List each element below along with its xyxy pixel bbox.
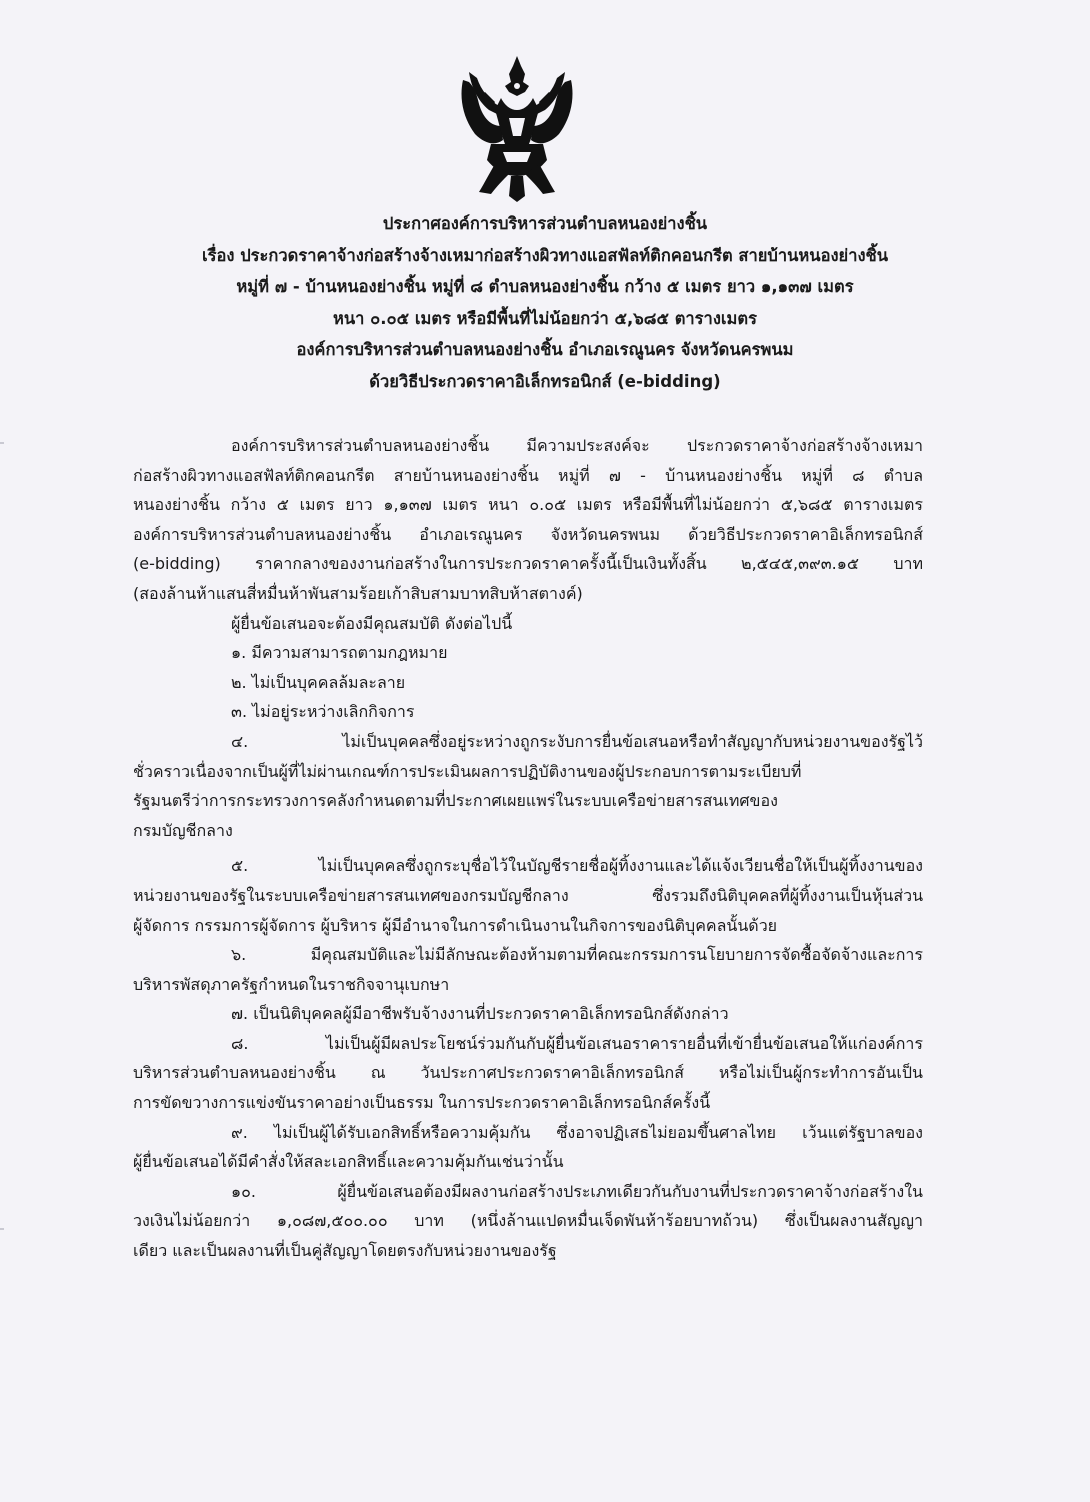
paragraph-line: องค์การบริหารส่วนตำบลหนองย่างชิ้น อำเภอเรณูนคร จังหวัดนครพนม ด้วยวิธีประกวดราคาอิเล็กทรอนิกส์ bbox=[133, 524, 923, 544]
qualification-item: ๑๐. ผู้ยื่นข้อเสนอต้องมีผลงานก่อสร้างประเภทเดียวกันกับงานที่ประกวดราคาจ้างก่อสร้างใน bbox=[231, 1181, 923, 1201]
qualification-item-cont: วงเงินไม่น้อยกว่า ๑,๐๘๗,๕๐๐.๐๐ บาท (หนึ่งล้านแปดหมื่นเจ็ดพันห้าร้อยบาทถ้วน) ซึ่งเป็นผลงานสัญญา bbox=[133, 1211, 923, 1231]
heading-line: องค์การบริหารส่วนตำบลหนองย่างชิ้น อำเภอเรณูนคร จังหวัดนครพนม bbox=[296, 340, 794, 359]
qualification-item-cont: รัฐมนตรีว่าการกระทรวงการคลังกำหนดตามที่ประกาศเผยแพร่ในระบบเครือข่ายสารสนเทศของ bbox=[133, 791, 778, 811]
qualification-item: ๒. ไม่เป็นบุคคลล้มละลาย bbox=[231, 672, 406, 692]
heading-line: ด้วยวิธีประกวดราคาอิเล็กทรอนิกส์ (e-bidding) bbox=[369, 371, 721, 391]
scan-margin-mark bbox=[0, 1228, 4, 1230]
qualification-item: ๙. ไม่เป็นผู้ได้รับเอกสิทธิ์หรือความคุ้มกัน ซึ่งอาจปฏิเสธไม่ยอมขึ้นศาลไทย เว้นแต่รัฐบาลของ bbox=[231, 1122, 923, 1142]
qualification-item-cont: บริหารส่วนตำบลหนองย่างชิ้น ณ วันประกาศประกวดราคาอิเล็กทรอนิกส์ หรือไม่เป็นผู้กระทำการอันเป็น bbox=[133, 1063, 923, 1083]
qualification-item-cont: การขัดขวางการแข่งขันราคาอย่างเป็นธรรม ในการประกวดราคาอิเล็กทรอนิกส์ครั้งนี้ bbox=[133, 1093, 711, 1113]
paragraph-line: ก่อสร้างผิวทางแอสฟัลท์ติกคอนกรีต สายบ้านหนองย่างชิ้น หมู่ที่ ๗ - บ้านหนองย่างชิ้น หมู่ที่ ๘ ตำบล bbox=[133, 465, 923, 485]
qualification-item: ๑. มีความสามารถตามกฎหมาย bbox=[231, 643, 448, 663]
paragraph-line: (สองล้านห้าแสนสี่หมื่นห้าพันสามร้อยเก้าสิบสามบาทสิบห้าสตางค์) bbox=[133, 583, 583, 603]
paragraph-line: หนองย่างชิ้น กว้าง ๕ เมตร ยาว ๑,๑๓๗ เมตร หนา ๐.๐๕ เมตร หรือมีพื้นที่ไม่น้อยกว่า ๕,๖๘๕ ตารางเมตร bbox=[133, 495, 923, 515]
qualification-item: ๗. เป็นนิติบุคคลผู้มีอาชีพรับจ้างงานที่ประกวดราคาอิเล็กทรอนิกส์ดังกล่าว bbox=[231, 1004, 729, 1024]
qualification-item-cont: หน่วยงานของรัฐในระบบเครือข่ายสารสนเทศของกรมบัญชีกลาง ซึ่งรวมถึงนิติบุคคลที่ผู้ทิ้งงานเป็นหุ้นส่วน bbox=[133, 885, 923, 905]
qualification-item: ๘. ไม่เป็นผู้มีผลประโยชน์ร่วมกันกับผู้ยื่นข้อเสนอราคารายอื่นที่เข้ายื่นข้อเสนอให้แก่องค์การ bbox=[231, 1033, 923, 1053]
qualification-item-cont: ผู้จัดการ กรรมการผู้จัดการ ผู้บริหาร ผู้มีอำนาจในการดำเนินงานในกิจการของนิติบุคคลนั้นด้วย bbox=[133, 915, 778, 935]
qualification-item: ๕. ไม่เป็นบุคคลซึ่งถูกระบุชื่อไว้ในบัญชีรายชื่อผู้ทิ้งงานและได้แจ้งเวียนชื่อให้เป็นผู้ทิ้งงานของ bbox=[231, 856, 923, 876]
qualification-item-cont: เดียว และเป็นผลงานที่เป็นคู่สัญญาโดยตรงกับหน่วยงานของรัฐ bbox=[133, 1241, 557, 1261]
qualification-item-cont: ผู้ยื่นข้อเสนอได้มีคำสั่งให้สละเอกสิทธิ์และความคุ้มกันเช่นว่านั้น bbox=[133, 1152, 564, 1172]
qualification-item-cont: ชั่วคราวเนื่องจากเป็นผู้ที่ไม่ผ่านเกณฑ์การประเมินผลการปฏิบัติงานของผู้ประกอบการตามระเบียบที่ bbox=[133, 761, 802, 781]
garuda-emblem-icon bbox=[455, 52, 579, 202]
heading-line: หนา ๐.๐๕ เมตร หรือมีพื้นที่ไม่น้อยกว่า ๕,๖๘๕ ตารางเมตร bbox=[333, 308, 757, 328]
qualification-item: ๓. ไม่อยู่ระหว่างเลิกกิจการ bbox=[231, 702, 415, 722]
heading-line: เรื่อง ประกวดราคาจ้างก่อสร้างจ้างเหมาก่อสร้างผิวทางแอสฟัลท์ติกคอนกรีต สายบ้านหนองย่างชิ้น bbox=[201, 245, 889, 265]
qualification-item: ๖. มีคุณสมบัติและไม่มีลักษณะต้องห้ามตามที่คณะกรรมการนโยบายการจัดซื้อจัดจ้างและการ bbox=[231, 945, 923, 965]
qualification-item: ๔. ไม่เป็นบุคคลซึ่งอยู่ระหว่างถูกระงับการยื่นข้อเสนอหรือทำสัญญากับหน่วยงานของรัฐไว้ bbox=[231, 731, 923, 751]
scan-margin-mark bbox=[0, 442, 4, 444]
qualification-item-cont: บริหารพัสดุภาครัฐกำหนดในราชกิจจานุเบกษา bbox=[133, 974, 450, 994]
qualifications-intro: ผู้ยื่นข้อเสนอจะต้องมีคุณสมบัติ ดังต่อไปนี้ bbox=[231, 613, 513, 633]
qualification-item-cont: กรมบัญชีกลาง bbox=[133, 820, 233, 840]
heading-line: ประกาศองค์การบริหารส่วนตำบลหนองย่างชิ้น bbox=[382, 214, 708, 233]
announcement-body bbox=[133, 431, 923, 1266]
paragraph-line: (e-bidding) ราคากลางของงานก่อสร้างในการประกวดราคาครั้งนี้เป็นเงินทั้งสิ้น ๒,๕๔๕,๓๙๓.๑๕ บาท bbox=[133, 554, 923, 574]
paragraph-line: องค์การบริหารส่วนตำบลหนองย่างชิ้น มีความประสงค์จะ ประกวดราคาจ้างก่อสร้างจ้างเหมา bbox=[231, 436, 923, 455]
heading-line: หมู่ที่ ๗ - บ้านหนองย่างชิ้น หมู่ที่ ๘ ตำบลหนองย่างชิ้น กว้าง ๕ เมตร ยาว ๑,๑๓๗ เมตร bbox=[236, 277, 854, 296]
announcement-heading bbox=[80, 208, 1010, 397]
